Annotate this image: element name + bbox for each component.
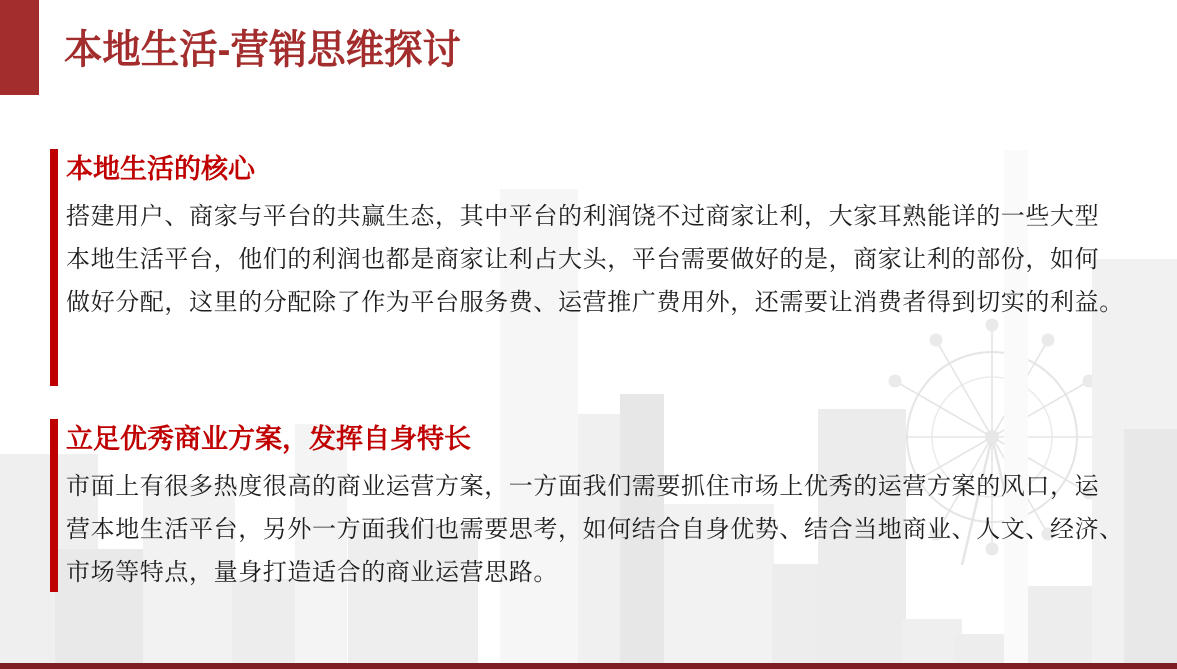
body-text-line: 做好分配，这里的分配除了作为平台服务费、运营推广费用外，还需要让消费者得到切实的利益。	[66, 289, 1124, 316]
section-heading: 本地生活的核心	[66, 154, 255, 184]
body-text-line: 本地生活平台，他们的利润也都是商家让利占大头，平台需要做好的是，商家让利的部份，如何	[66, 246, 1100, 273]
section-local-life-core	[66, 149, 1124, 324]
section-heading: 立足优秀商业方案，发挥自身特长	[66, 424, 471, 454]
building-silhouette	[902, 619, 962, 664]
building-silhouette	[1124, 429, 1177, 664]
section-accent-bar	[50, 419, 58, 592]
body-text-line: 市面上有很多热度很高的商业运营方案，一方面我们需要抓住市场上优秀的运营方案的风口，运	[66, 473, 1100, 500]
section-body	[66, 465, 1124, 594]
section-business-plan	[66, 419, 1124, 594]
body-text-line: 搭建用户、商家与平台的共赢生态，其中平台的利润饶不过商家让利，大家耳熟能详的一些大型	[66, 203, 1100, 230]
section-accent-bar	[50, 149, 58, 386]
corner-accent-block	[0, 0, 39, 95]
page-title: 本地生活-营销思维探讨	[64, 28, 461, 72]
section-body	[66, 195, 1124, 324]
footer-accent-bar	[0, 663, 1177, 669]
building-silhouette	[1028, 586, 1100, 664]
body-text-line: 市场等特点，量身打造适合的商业运营思路。	[66, 559, 558, 586]
body-text-line: 营本地生活平台，另外一方面我们也需要思考，如何结合自身优势、结合当地商业、人文、经济、	[66, 516, 1124, 543]
